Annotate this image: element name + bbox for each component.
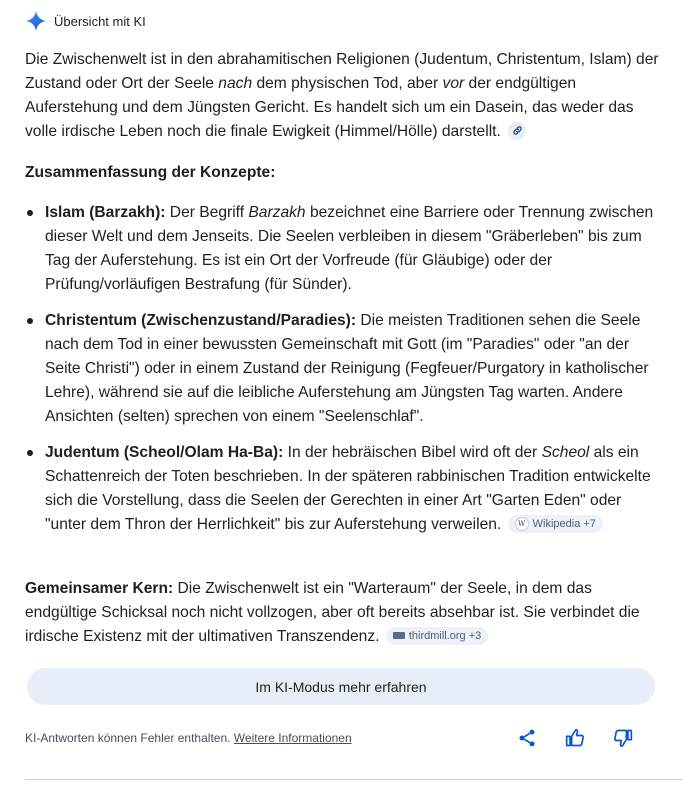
intro-paragraph: Die Zwischenwelt ist in den abrahamitischen Religionen (Judentum, Christentum, Islam) der Zustand oder Ort der Seele nach dem physischen Tod, aber vor der endgültigen Auferstehung und dem Jüngsten Gericht. Es handelt sich um ein Dasein, das weder das volle irdische Leben noch die finale Ewigkeit (Himmel/Hölle) darstellt. [25,51,659,140]
link-icon [512,125,523,136]
source-chip-thirdmill[interactable]: thirdmill.org +3 [386,627,488,645]
more-info-link[interactable]: Weitere Informationen [233,731,352,745]
thumbs-down-icon [613,728,633,748]
share-button[interactable] [515,726,539,750]
ai-overview-title: Übersicht mit KI [54,13,146,29]
common-core-paragraph: Gemeinsamer Kern: Die Zwischenwelt ist ein "Warteraum" der Seele, in dem das endgültige Schicksal noch nicht vollzogen, aber oft bereits absehbar ist. Sie verbindet die irdische Existenz mit der ultimativen Transzendenz. thirdmill.org +3 [25,580,640,645]
disclaimer: KI-Antworten können Fehler enthalten. Weitere Informationen [25,731,352,745]
thumbs-down-button[interactable] [611,726,635,750]
summary-heading: Zusammenfassung der Konzepte: [25,164,276,181]
bottom-divider [25,779,683,780]
thumbs-up-button[interactable] [563,726,587,750]
list-item-islam: Islam (Barzakh): Der Begriff Barzakh bezeichnet eine Barriere oder Trennung zwischen dieser Welt und dem Jenseits. Die Seelen verbleiben in diesem "Gräberleben" bis zum Tag der Auferstehung. Es ist ein Ort der Vorfreude (für Gläubige) oder der Prüfung/vorläufigen Bestrafung (für Sünder). [25,201,665,297]
source-chip-wikipedia[interactable]: W Wikipedia +7 [508,515,603,533]
list-item-judentum: Judentum (Scheol/Olam Ha-Ba): In der hebräischen Bibel wird oft der Scheol als ein Schattenreich der Toten beschrieben. In der späteren rabbinischen Tradition entwickelte sich die Vorstellung, dass die Seelen der Gerechten in einer Art "Garten Eden" oder "unter dem Thron der Herrlichkeit" bis zur Auferstehung verweilen. W Wikipedia +7 [25,441,665,537]
ai-overview-header [25,9,146,33]
citation-link-button[interactable] [508,122,526,140]
thumbs-up-icon [565,728,585,748]
share-icon [517,728,537,748]
gemini-sparkle-icon [25,10,47,32]
list-item-christentum: Christentum (Zwischenzustand/Paradies): Die meisten Traditionen sehen die Seele nach dem Tod in einer bewussten Gemeinschaft mit Gott (im "Paradies" oder "an der Seite Christi") oder in einem Zustand der Reinigung (Fegfeuer/Purgatory in katholischer Lehre), während sie auf die leibliche Auferstehung am Jüngsten Tag warten. Andere Ansichten (selten) sprechen von einem "Seelenschlaf". [25,309,665,429]
thirdmill-icon [393,632,405,639]
ai-mode-button[interactable]: Im KI-Modus mehr erfahren [27,668,655,705]
wikipedia-icon: W [515,517,529,531]
